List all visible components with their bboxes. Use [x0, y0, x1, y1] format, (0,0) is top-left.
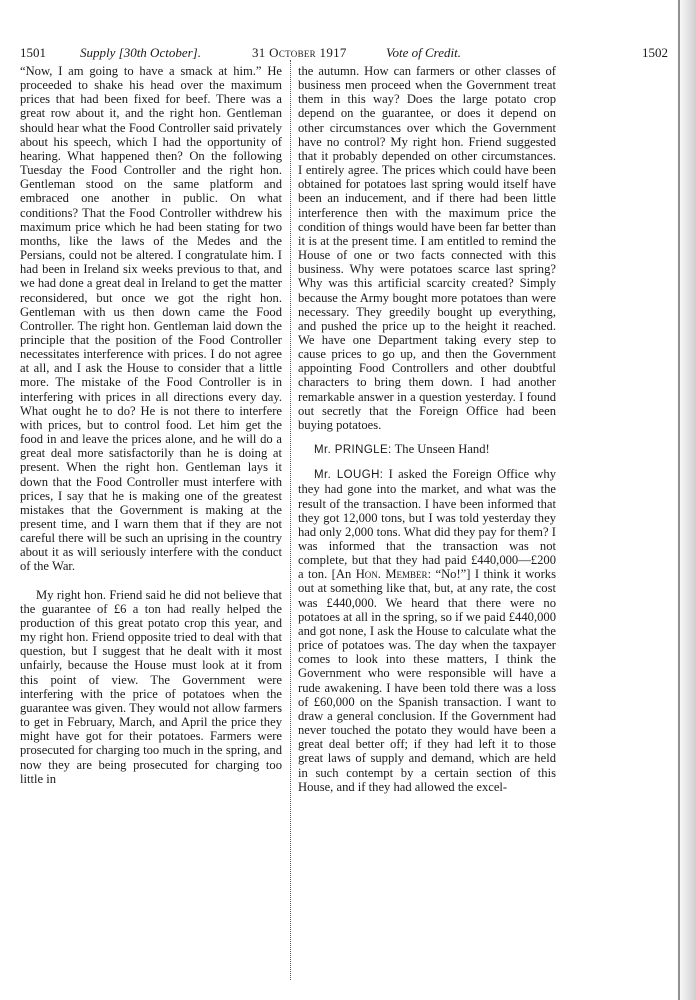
column-divider [290, 60, 291, 980]
lough-speech [298, 467, 556, 794]
column-number-right: 1502 [642, 45, 668, 60]
left-paragraph-2: My right hon. Friend said he did not believe that the guarantee of £6 a ton had really helped the production of this great potato crop this year, and my right hon. Friend opposite tried to deal with that question, but I suggest that he dealt with it most unfairly, because the House must look at it from this point of view. The Government were interfering with the price of potatoes when the guarantee was given. They would not allow farmers to get in February, March, and April the price they might have got for their potatoes. Farmers were prosecuted for charging too much in the spring, and now they are being prosecuted for charging too little in [20, 587, 282, 786]
header-date: 31 October 1917 [252, 45, 347, 60]
speaker-pringle: Mr. PRINGLE: [314, 444, 392, 457]
interjection-text: The Unseen Hand! [394, 442, 490, 457]
page-header [20, 44, 668, 62]
column-number-left: 1501 [20, 45, 46, 60]
left-paragraph-1: “Now, I am going to have a smack at him.” He proceeded to shake his head over the maximum prices that had been fixed for beef. There was a great row about it, and the right hon. Gentleman should hear what the Food Controller said privately about his speech, which I had the opportunity of hearing. What happened then? On the following Tuesday the Food Controller and the right hon. Gentleman stood on the same platform and embraced one another in public. On what conditions? That the Food Controller withdrew his maximum price which he had been stating for two months, like the laws of the Medes and the Persians, could not be altered. I congratulate him. I had been in Ireland six weeks previous to that, and we had done a great deal in Ireland to get the matter reconsidered, but once we got the right hon. Gentleman with us then down came the Food Controller. The right hon. Gentleman laid down the principle that the position of the Food Controller necessitates interference with prices. I do not agree at all, and I ask the House to consider that a little more. The mistake of the Food Controller is in interfering with prices in all directions every day. What ought he to do? He is not there to interfere with prices, but to control food. Let him get the food in and leave the prices alone, and he will do a great deal more satisfactorily than he is doing at present. When the right hon. Gentleman lays it down that the Food Controller must interfere with prices, I say that he is making one of the greatest mistakes that the Government is making at the present time, and I warn them that if they are not careful there will be such an uprising in the country about it as will seriously interfere with the conduct of the War. [20, 64, 282, 574]
lough-text-2: : “No!”] I think it works out at something like that, but, at any rate, the cost was £440,000. We heard that there were no potatoes at all in the spring, so if we paid £440,000 and got none, I ask the House to calculate what the price of potatoes was. The day when the taxpayer comes to look into these matters, I think the Government who were responsible will have a rude awakening. I have been told there was a loss of £60,000 on the Spanish transaction. I want to draw a general conclusion. If the Government had never touched the potato they would have been a great deal better off; if they had left it to those great laws of supply and demand, which are held in such contempt by a certain section of this House, and if they had allowed the excel- [298, 567, 556, 794]
interjection-pringle [298, 442, 556, 457]
hon-member: Hon. Member [355, 567, 428, 582]
lough-text-1: I asked the Foreign Office why they had gone into the market, and what was the result of the transaction. I have been informed that they got 12,000 tons, but I was told yesterday they had only 2,000 tons. What did they pay for them? I was informed that the transaction was not complete, but that they had paid £440,000—£200 a ton. [An [298, 467, 556, 582]
right-column [298, 64, 556, 794]
header-vote-of-credit: Vote of Credit. [386, 45, 461, 60]
right-paragraph-1: the autumn. How can farmers or other classes of business men proceed when the Government treat them in this way? Does the large potato crop depend on the guarantee, or does it depend on other circumstances over which the Government have no control? My right hon. Friend suggested that it probably depended on other circumstances. I entirely agree. The prices which could have been obtained for potatoes last spring would itself have been an inducement, and if there had been little interference then with the maximum price the condition of things would have been far better than it is at the present time. I am entitled to remind the House of one or two facts connected with this business. Why were potatoes scarce last spring? Why was this artificial scarcity created? Simply because the Army bought more potatoes than were necessary. They greedily bought up everything, and pushed the price up to the height it reached. We have one Department taking every step to cause prices to go up, and then the Government appointing Food Controllers and other doubtful characters to bring them down. I had another remarkable answer in a question yesterday. I found out secretly that the Foreign Office had been buying potatoes. [298, 64, 556, 432]
left-column [20, 64, 282, 786]
scan-edge-line [678, 0, 680, 1000]
speaker-lough: Mr. LOUGH: [314, 469, 384, 482]
header-supply: Supply [30th October]. [80, 45, 201, 60]
